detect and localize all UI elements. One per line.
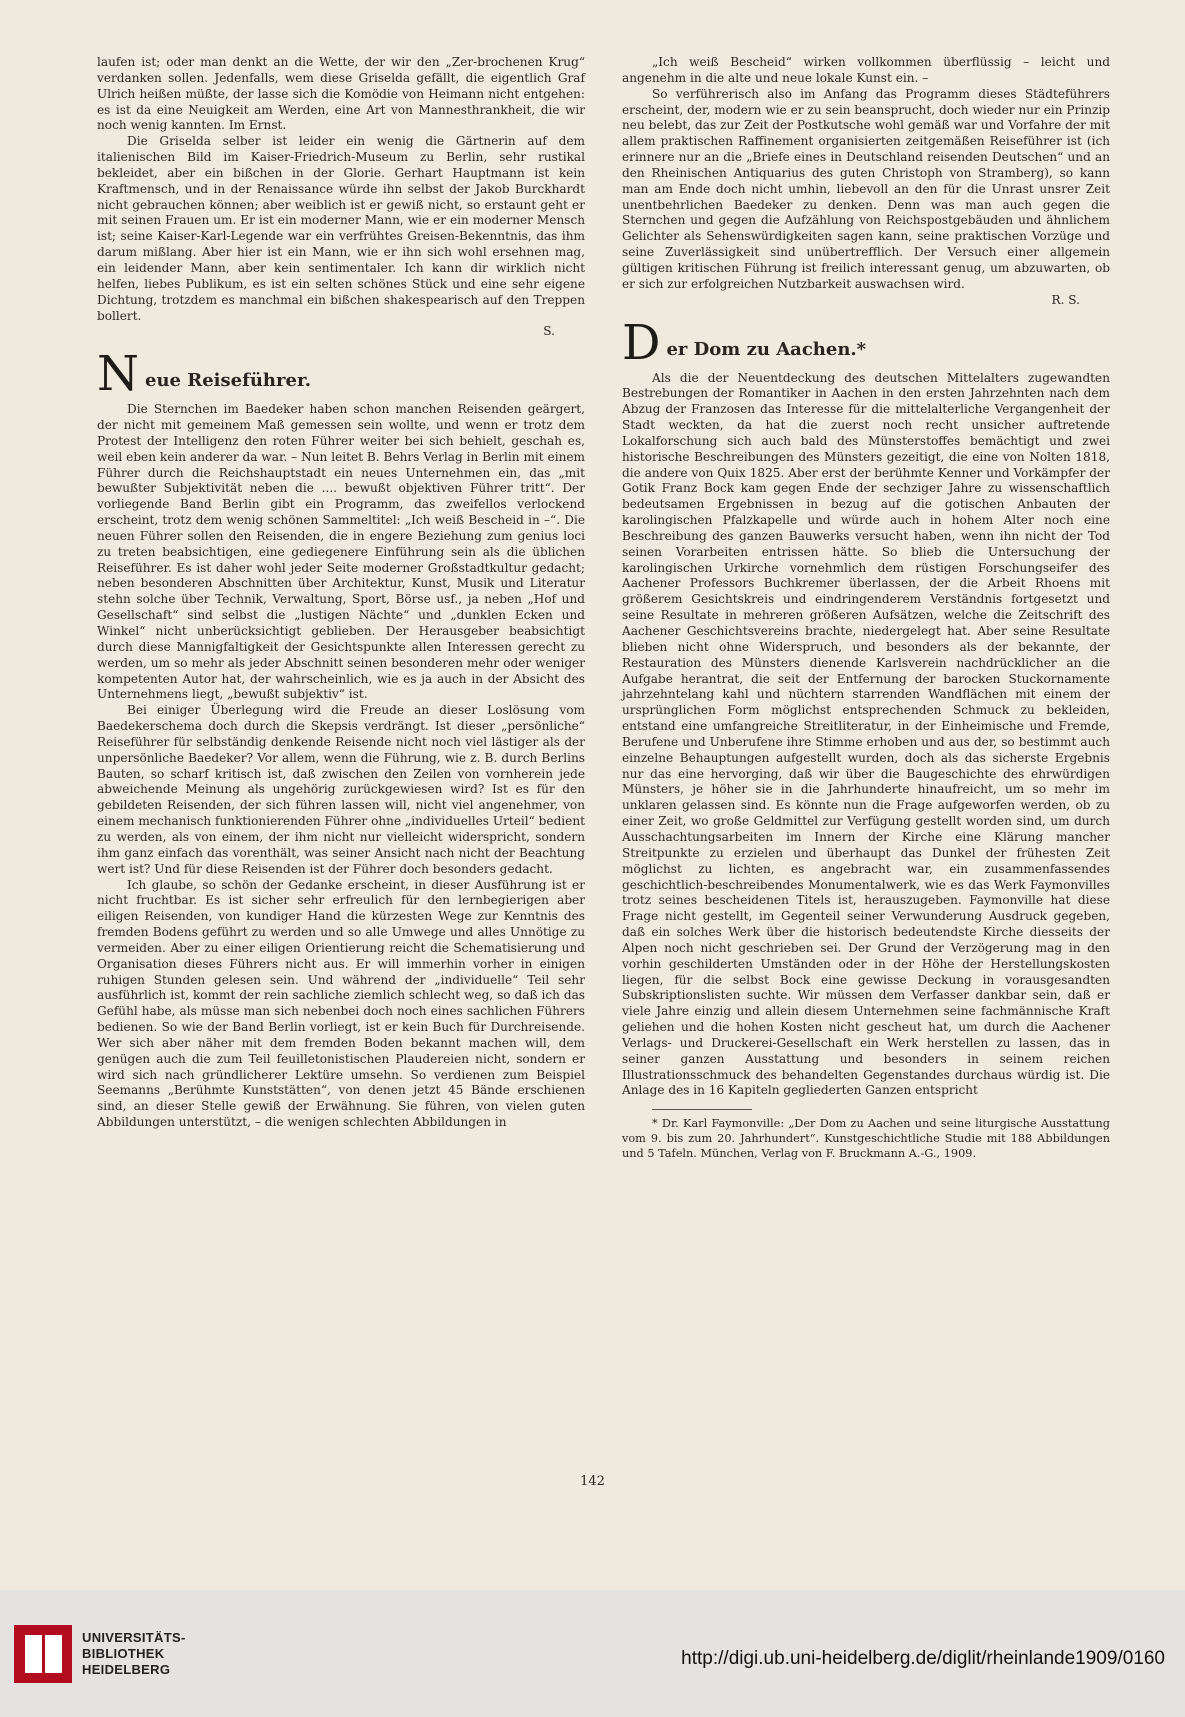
drop-cap: D — [622, 314, 661, 371]
paragraph: Bei einiger Überlegung wird die Freude an dieser Loslösung vom Baedekerschema doch durch die Skepsis verdrängt. Ist dieser „persönliche“ Reiseführer für selbständig denkende Reisende nicht noch viel lästiger als der unpersönliche Baedeker? Vor allem, wenn die Führung, wie z. B. durch Berlins Bauten, so scharf kritisch ist, daß zwischen den Zeilen von vornherein jede abweichende Meinung als ungehörig zurückgewiesen wird? Ist es für den gebildeten Reisenden, der sich führen lassen will, nicht viel angenehmer, von einem mechanisch funktionierenden Führer ohne „individuelles Urteil“ bedient zu werden, als von einem, der ihm nicht nur vielleicht widerspricht, sondern ihm ganz einfach das vorenthält, was seiner Ansicht nach nicht der Beachtung wert ist? Und für diese Reisenden ist der Führer doch besonders gedacht. — [97, 703, 585, 876]
heading-title: eue Reiseführer. — [145, 370, 312, 392]
left-column — [97, 55, 585, 1131]
paragraph: Die Griselda selber ist leider ein wenig die Gärtnerin auf dem italienischen Bild im Kaiser-Friedrich-Museum zu Berlin, sehr rustikal bekleidet, aber ein bißchen in der Glorie. Gerhart Hauptmann ist kein Kraftmensch, und in der Renaissance würde ihn selbst der Jakob Burckhardt nicht gebrauchen können; aber weiblich ist er gewiß nicht, so erstaunt geht er mit seinen Frauen um. Er ist ein moderner Mann, wie er ein moderner Mensch ist; seine Kaiser-Karl-Legende war ein verfrühtes Greisen-Bekenntnis, das ihm darum mißlang. Aber hier ist ein Mann, wie er ihn sich wohl ersehnen mag, ein leidender Mann, aber kein sentimentaler. Ich kann dir wirklich nicht helfen, liebes Publikum, es ist ein selten schönes Stück und eine sehr eigene Dichtung, trotzdem es manchmal ein bißchen shakespearisch auf den Treppen bollert. — [97, 134, 585, 323]
footnote: * Dr. Karl Faymonville: „Der Dom zu Aachen und seine liturgische Ausstattung vom 9. bis zum 20. Jahrhundert“. Kunstgeschichtliche Studie mit 188 Abbildungen und 5 Tafeln. München, Verlag von F. Bruckmann A.-G., 1909. — [622, 1117, 1110, 1161]
logo-line: BIBLIOTHEK — [82, 1645, 165, 1661]
paragraph: Die Sternchen im Baedeker haben schon manchen Reisenden geärgert, der nicht mit gemeinem Maß gemessen sein wollte, und wenn er trotz dem Protest der Intelligenz den roten Führer weiter bei sich behielt, geschah es, weil eben kein anderer da war. – Nun leitet B. Behrs Verlag in Berlin mit einem Führer durch die Reichshauptstadt ein neues Unternehmen ein, das „mit bewußter Subjektivität neben die .... bewußt objektiven Führer tritt“. Der vorliegende Band Berlin gibt ein Programm, das zweifellos verlockend erscheint, trotz dem wenig schönen Sammeltitel: „Ich weiß Bescheid in –“. Die neuen Führer sollen den Reisenden, die in engere Beziehung zum genius loci zu treten beabsichtigen, eine gediegenere Einführung sein als die üblichen Reiseführer. Es ist daher wohl jeder Seite moderner Großstadtkultur gedacht; neben besonderen Abschnitten über Architektur, Kunst, Musik und Literatur stehn solche über Technik, Verwaltung, Sport, Börse usf., ja neben „Hof und Gesellschaft“ sind selbst die „lustigen Nächte“ und „dunklen Ecken und Winkel“ nicht unberücksichtigt geblieben. Der Herausgeber beabsichtigt durch diese Mannigfaltigkeit der Gesichtspunkte allen Interessen gerecht zu werden, um so mehr als jeder Abschnitt seinen besonderen mehr oder weniger kompetenten Autor hat, der wahrscheinlich, wie es ja auch in der Absicht des Unternehmens liegt, „bewußt subjektiv“ ist. — [97, 402, 585, 702]
paragraph: Ich glaube, so schön der Gedanke erscheint, in dieser Ausführung ist er nicht fruchtbar. Es ist sicher sehr erfreulich für den lernbegierigen aber eiligen Reisenden, von kundiger Hand die kürzesten Wege zur Kenntnis des fremden Bodens geführt zu werden und so alle Umwege und alles Unnötige zu vermeiden. Aber zu einer eiligen Orientierung reicht die Schematisierung und Organisation dieses Führers nicht aus. Er will immerhin vorher in einigen ruhigen Stunden gelesen sein. Und während der „individuelle“ Teil sehr ausführlich ist, kommt der rein sachliche ziemlich schlecht weg, so daß ich das Gefühl habe, als müsse man sich nebenbei doch noch eines sachlichen Führers bedienen. So wie der Band Berlin vorliegt, ist er kein Buch für Durchreisende. Wer sich aber näher mit dem fremden Boden bekannt machen will, dem genügen auch die zum Teil feuilletonistischen Plaudereien nicht, sondern er wird sich nach gründlicherer Lektüre umsehn. So verdienen zum Beispiel Seemanns „Berühmte Kunststätten“, von denen jetzt 45 Bände erschienen sind, an dieser Stelle gewiß der Erwähnung. Sie führen, von vielen guten Abbildungen unterstützt, – die wenigen schlechten Abbildungen in — [97, 877, 585, 1130]
logo-line: HEIDELBERG — [82, 1661, 171, 1677]
signature: S. — [543, 324, 555, 339]
library-logo-icon — [14, 1625, 72, 1683]
paragraph: So verführerisch also im Anfang das Programm dieses Städteführers erscheint, der, modern wie er zu sein beansprucht, doch wieder nur ein Prinzip neu belebt, das zur Zeit der Postkutsche wohl gemäß war und Vorfahre der mit allem praktischen Raffinement organisierten zeitgemäßen Reiseführer ist (ich erinnere nur an die „Briefe eines in Deutschland reisenden Deutschen“ und an den Rheinischen Antiquarius des guten Christoph von Stramberg), so kann man am Ende doch nicht umhin, liebevoll an den für die Unrast unsrer Zeit unentbehrlichen Baedeker zu denken. Denn was man auch gegen die Sternchen und gegen die Aufzählung von Reichspostgebäuden und ähnlichem Gelichter als Sehenswürdigkeiten sagen kann, seine praktischen Vorzüge und seine Zuverlässigkeit sind unübertrefflich. Der Versuch einer allgemein gültigen kritischen Führung ist freilich interessant genug, um abzuwarten, ob er sich zur erfolgreichen Nutzbarkeit auswachsen wird. — [622, 86, 1110, 291]
signature: R. S. — [1051, 292, 1080, 307]
drop-cap: N — [97, 346, 139, 403]
paragraph: laufen ist; oder man denkt an die Wette, der wir den „Zer-brochenen Krug“ verdanken sollen. Jedenfalls, wem diese Griselda gefällt, die eigentlich Graf Ulrich heißen müßte, der lasse sich die Komödie von Heimann nicht entgehen: es ist da eine Neuigkeit am Werden, eine Art von Mannesthrankheit, die wir noch wenig kannten. Im Ernst. — [97, 55, 585, 133]
page-number: 142 — [580, 1474, 605, 1489]
footnote-divider — [652, 1109, 752, 1110]
permalink-url[interactable]: http://digi.ub.uni-heidelberg.de/diglit/rheinlande1909/0160 — [681, 1648, 1165, 1669]
heading-title: er Dom zu Aachen.* — [666, 338, 867, 360]
section-heading-reisefuehrer — [97, 346, 585, 403]
paragraph: Als die der Neuentdeckung des deutschen Mittelalters zugewandten Bestrebungen der Romantiker in Aachen in den ersten Jahrzehnten nach dem Abzug der Franzosen das Interesse für die mittelalterliche Vergangenheit der Stadt weckten, da hat die zuerst noch recht unsicher auftretende Lokalforschung sich auch bald des Münsterstoffes bemächtigt und zwei historische Beschreibungen des Münsters gezeitigt, die eine von Nolten 1818, die andere von Quix 1825. Aber erst der berühmte Kenner und Vorkämpfer der Gotik Franz Bock kam gegen Ende der sechziger Jahre zu wissenschaftlich bedeutsamen Ergebnissen in bezug auf die gotischen Anbauten der karolingischen Pfalzkapelle und würde auch in hohem Alter noch eine Beschreibung des ganzen Bauwerks versucht haben, wenn ihn nicht der Tod seinen Vorarbeiten entrissen hätte. So blieb die Untersuchung der karolingischen Urkirche vornehmlich dem rüstigen Forschungseifer des Aachener Professors Buchkremer überlassen, der die Arbeit Rhoens mit größerem Gesichtskreis und eindringenderem Verständnis fortgesetzt und seine Resultate in mehreren größeren Aufsätzen, welche die Zeitschrift des Aachener Geschichtsvereins brachte, niedergelegt hat. Aber seine Resultate blieben nicht ohne Widerspruch, und besonders als der bekannte, der Restauration des Münsters dienende Karlsverein nachdrücklicher an die Aufgabe herantrat, die seit der Entfernung der barocken Stuckornamente jahrzehntelang kahl und nüchtern starrenden Wandflächen mit einem der ursprünglichen Form möglichst entsprechenden Schmuck zu bekleiden, entstand eine umfangreiche Streitliteratur, in der Einheimische und Fremde, Berufene und Unberufene ihre Stimme erhoben und aus der, so bestimmt auch einzelne Behauptungen aufgestellt wurden, doch als das sicherste Ergebnis nur das eine hervorging, daß wir über die Baugeschichte des ehrwürdigen Münsters, je höher sie in die Jahrhunderte hinaufreicht, um so mehr im unklaren gelassen sind. Es könnte nun die Frage aufgeworfen werden, ob zu einer Zeit, wo große Geldmittel zur Verfügung gestellt worden sind, um durch Ausschachtungsarbeiten im Innern der Kirche eine Klärung mancher Streitpunkte zu erzielen und überhaupt das Dunkel der frühesten Zeit möglichst zu lichten, es angebracht war, ein zusammenfassendes geschichtlich-beschreibendes Monumentalwerk, wie es das Werk Faymonvilles trotz seines bescheidenen Titels ist, herauszugeben. Faymonville hat diese Frage nicht gestellt, im Gegenteil seiner Verwunderung Ausdruck gegeben, daß ein solches Werk über die historisch bedeutendste Kirche diesseits der Alpen noch nicht geschrieben sei. Der Grund der Verzögerung mag in den vorhin geschilderten Umständen oder in der Höhe der Herstellungskosten liegen, für die selbst Bock eine gewisse Deckung in vorausgesandten Subskriptionslisten suchte. Wir müssen dem Verfasser dankbar sein, daß er viele Jahre einzig und allein diesem Unternehmen seine fachmännische Kraft geliehen und die hohen Kosten nicht gescheut hat, um durch die Aachener Verlags- und Druckerei-Gesellschaft ein Werk herstellen zu lassen, das in seiner ganzen Ausstattung und besonders in seinem reichen Illustrationsschmuck des behandelten Gegenstandes durchaus würdig ist. Die Anlage des in 16 Kapiteln gegliederten Ganzen entspricht — [622, 370, 1110, 1098]
library-logo-text — [82, 1630, 186, 1678]
right-column — [622, 55, 1110, 1161]
library-logo[interactable] — [14, 1625, 186, 1683]
section-heading-dom-aachen — [622, 314, 1110, 371]
paragraph: „Ich weiß Bescheid“ wirken vollkommen überflüssig – leicht und angenehm in die alte und neue lokale Kunst ein. – — [622, 55, 1110, 85]
logo-line: UNIVERSITÄTS- — [82, 1629, 186, 1645]
